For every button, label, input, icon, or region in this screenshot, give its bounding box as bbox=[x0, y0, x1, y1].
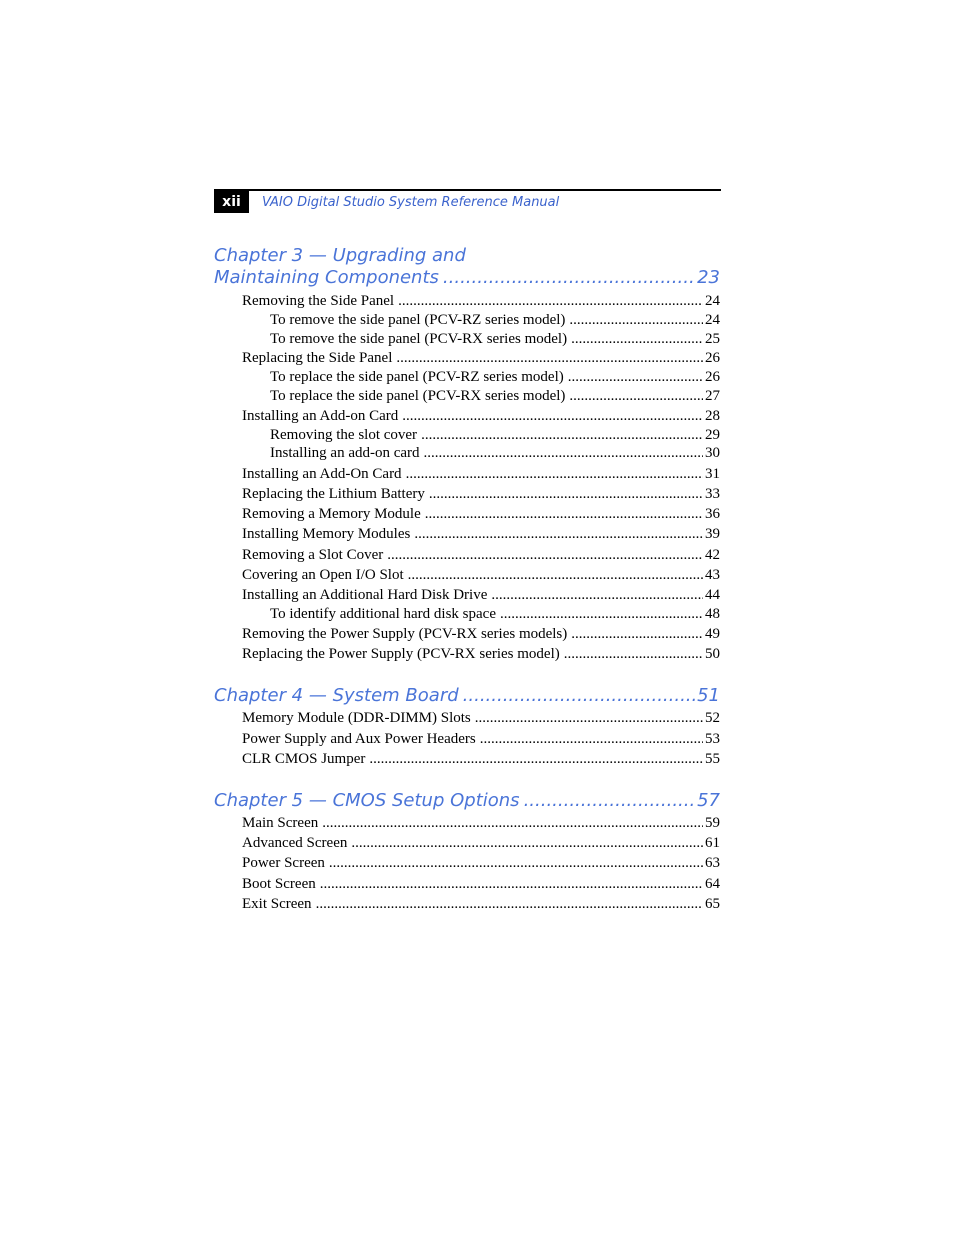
page-number: 44 bbox=[705, 587, 720, 603]
dot-leader bbox=[320, 875, 703, 894]
page-number: 30 bbox=[705, 445, 720, 461]
entry-label: Removing the slot cover bbox=[270, 427, 418, 443]
dot-leader bbox=[524, 790, 696, 812]
dot-leader bbox=[329, 854, 703, 873]
page-number: 63 bbox=[705, 855, 720, 871]
dot-leader bbox=[569, 311, 703, 330]
toc-entry[interactable] bbox=[242, 875, 720, 894]
page-number: 53 bbox=[705, 731, 720, 747]
running-header-title: VAIO Digital Studio System Reference Manual bbox=[262, 195, 560, 210]
dot-leader bbox=[463, 685, 695, 707]
page-number: 43 bbox=[705, 567, 720, 583]
page-number: 51 bbox=[697, 685, 720, 706]
page-number: 42 bbox=[705, 547, 720, 563]
dot-leader bbox=[424, 444, 703, 463]
dot-leader bbox=[351, 834, 703, 853]
dot-leader bbox=[500, 605, 703, 624]
entry-label: Advanced Screen bbox=[242, 835, 348, 851]
chapter-5-entry[interactable] bbox=[214, 790, 720, 812]
page-number: 59 bbox=[705, 815, 720, 831]
dot-leader bbox=[571, 330, 703, 349]
page-number: 27 bbox=[705, 388, 720, 404]
chapter-3-title-first-line[interactable] bbox=[214, 245, 720, 267]
page-number: 61 bbox=[705, 835, 720, 851]
toc-entry[interactable] bbox=[242, 645, 720, 664]
toc-entry[interactable] bbox=[242, 505, 720, 524]
page-number: 26 bbox=[705, 369, 720, 385]
toc-entry[interactable] bbox=[270, 444, 720, 463]
toc-entry[interactable] bbox=[242, 485, 720, 504]
dot-leader bbox=[322, 814, 703, 833]
page-number: 33 bbox=[705, 486, 720, 502]
toc-entry[interactable] bbox=[242, 625, 720, 644]
page-number: 49 bbox=[705, 626, 720, 642]
entry-label: To replace the side panel (PCV-RX series model) bbox=[270, 388, 566, 404]
toc-entry[interactable] bbox=[242, 730, 720, 749]
toc-entry[interactable] bbox=[270, 368, 720, 387]
dot-leader bbox=[421, 426, 703, 445]
toc-entry[interactable] bbox=[270, 330, 720, 349]
chapter-3-entry[interactable] bbox=[214, 267, 720, 289]
toc-entry[interactable] bbox=[242, 292, 720, 311]
toc-entry[interactable] bbox=[242, 525, 720, 544]
entry-label: Replacing the Lithium Battery bbox=[242, 486, 425, 502]
page-number: 24 bbox=[705, 293, 720, 309]
page-number: 64 bbox=[705, 876, 720, 892]
toc-entry[interactable] bbox=[242, 709, 720, 728]
header-rule bbox=[214, 189, 721, 191]
chapter-title: Chapter 4 — System Board bbox=[214, 685, 459, 706]
toc-entry[interactable] bbox=[242, 814, 720, 833]
toc-entry[interactable] bbox=[242, 750, 720, 769]
dot-leader bbox=[414, 525, 703, 544]
toc-entry[interactable] bbox=[242, 566, 720, 585]
dot-leader bbox=[429, 485, 703, 504]
entry-label: Installing an Add-on Card bbox=[242, 408, 399, 424]
toc-entry[interactable] bbox=[242, 895, 720, 914]
entry-label: Installing Memory Modules bbox=[242, 526, 411, 542]
toc-entry[interactable] bbox=[270, 387, 720, 406]
dot-leader bbox=[396, 349, 703, 368]
page-number: 29 bbox=[705, 427, 720, 443]
entry-label: Covering an Open I/O Slot bbox=[242, 567, 404, 583]
page-number: 65 bbox=[705, 896, 720, 912]
page-number-badge: xii bbox=[214, 191, 249, 213]
toc-entry[interactable] bbox=[242, 465, 720, 484]
toc-entry[interactable] bbox=[242, 407, 720, 426]
page-number: 50 bbox=[705, 646, 720, 662]
dot-leader bbox=[480, 730, 703, 749]
entry-label: Removing a Slot Cover bbox=[242, 547, 384, 563]
dot-leader bbox=[369, 750, 703, 769]
entry-label: Power Screen bbox=[242, 855, 325, 871]
dot-leader bbox=[491, 586, 703, 605]
toc-entry[interactable] bbox=[242, 834, 720, 853]
page-number: 57 bbox=[697, 790, 720, 811]
entry-label: Memory Module (DDR-DIMM) Slots bbox=[242, 710, 471, 726]
entry-label: Replacing the Side Panel bbox=[242, 350, 393, 366]
dot-leader bbox=[387, 546, 703, 565]
entry-label: Installing an add-on card bbox=[270, 445, 420, 461]
entry-label: Main Screen bbox=[242, 815, 319, 831]
entry-label: Removing the Power Supply (PCV-RX series models) bbox=[242, 626, 568, 642]
dot-leader bbox=[406, 465, 703, 484]
dot-leader bbox=[398, 292, 703, 311]
entry-label: Exit Screen bbox=[242, 896, 312, 912]
toc-entry[interactable] bbox=[242, 546, 720, 565]
chapter-4-entry[interactable] bbox=[214, 685, 720, 707]
page-number: 52 bbox=[705, 710, 720, 726]
dot-leader bbox=[564, 645, 703, 664]
entry-label: Removing the Side Panel bbox=[242, 293, 395, 309]
entry-label: Installing an Additional Hard Disk Drive bbox=[242, 587, 488, 603]
toc-entry[interactable] bbox=[270, 605, 720, 624]
toc-entry[interactable] bbox=[270, 426, 720, 445]
page-number: 48 bbox=[705, 606, 720, 622]
page-number: 36 bbox=[705, 506, 720, 522]
entry-label: To identify additional hard disk space bbox=[270, 606, 496, 622]
page-number: 39 bbox=[705, 526, 720, 542]
chapter-title: Maintaining Components bbox=[214, 267, 439, 288]
entry-label: Power Supply and Aux Power Headers bbox=[242, 731, 476, 747]
entry-label: To remove the side panel (PCV-RZ series model) bbox=[270, 312, 566, 328]
page-number: 25 bbox=[705, 331, 720, 347]
entry-label: To remove the side panel (PCV-RX series model) bbox=[270, 331, 568, 347]
toc-entry[interactable] bbox=[242, 349, 720, 368]
toc-entry[interactable] bbox=[270, 311, 720, 330]
page-number: 55 bbox=[705, 751, 720, 767]
dot-leader bbox=[475, 709, 703, 728]
entry-label: To replace the side panel (PCV-RZ series model) bbox=[270, 369, 564, 385]
dot-leader bbox=[568, 368, 703, 387]
toc-entry[interactable] bbox=[242, 854, 720, 873]
page-number: 26 bbox=[705, 350, 720, 366]
page-number: 24 bbox=[705, 312, 720, 328]
toc-entry[interactable] bbox=[242, 586, 720, 605]
page-number: 23 bbox=[697, 267, 720, 288]
entry-label: Removing a Memory Module bbox=[242, 506, 421, 522]
chapter-3-title-line1: Chapter 3 — Upgrading and bbox=[214, 245, 466, 266]
dot-leader bbox=[571, 625, 703, 644]
entry-label: Installing an Add-On Card bbox=[242, 466, 402, 482]
page-number: 31 bbox=[705, 466, 720, 482]
dot-leader bbox=[569, 387, 703, 406]
dot-leader bbox=[402, 407, 703, 426]
dot-leader bbox=[443, 267, 695, 289]
page-number: 28 bbox=[705, 408, 720, 424]
dot-leader bbox=[425, 505, 703, 524]
entry-label: Boot Screen bbox=[242, 876, 316, 892]
dot-leader bbox=[408, 566, 703, 585]
entry-label: Replacing the Power Supply (PCV-RX series model) bbox=[242, 646, 560, 662]
entry-label: CLR CMOS Jumper bbox=[242, 751, 366, 767]
dot-leader bbox=[316, 895, 703, 914]
chapter-title: Chapter 5 — CMOS Setup Options bbox=[214, 790, 520, 811]
